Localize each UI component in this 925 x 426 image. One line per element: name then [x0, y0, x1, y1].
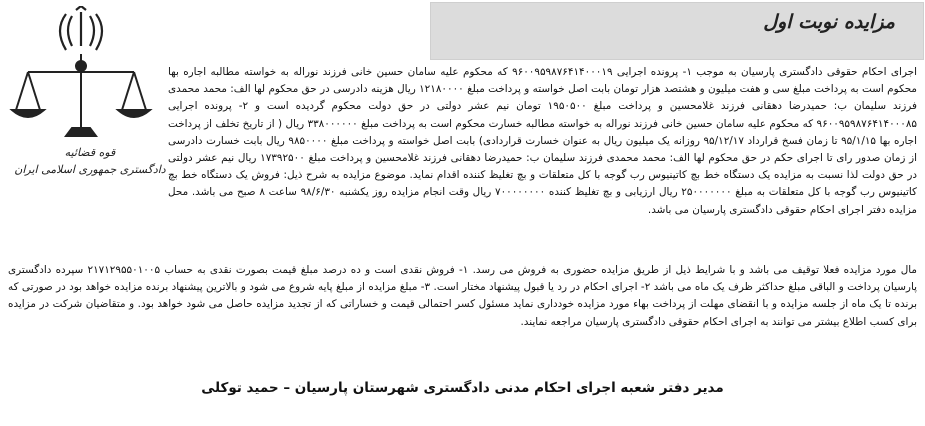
scales-of-justice-icon [6, 6, 156, 146]
notice-paragraph-1: اجرای احکام حقوقی دادگستری پارسیان به موجب ۱- پرونده اجرایی ۹۶۰۰۹۵۹۸۷۶۴۱۴۰۰۰۱۹ که محکوم علیه سامان حسین خانی فرزند نوراله به خواسته مطالبه اجاره بها محکوم است به پرداخت مبلغ سی و هفت میلیون و هشتصد هزار تومان بابت اصل خواسته و پرداخت مبلغ ۱۲۱۸۰۰۰۰ ریال هزینه دادرسی در حق محکوم لها الف: محمد محمدی فرزند سلیمان ب: حمیدرضا دهقانی فرزند غلامحسین و پرداخت مبلغ ۱۹۵۰۵۰۰ تومان نیم عشر دولتی در حق دولت محکوم گردیده است و ۲- پرونده اجرایی ۹۶۰۰۹۵۹۸۷۶۴۱۴۰۰۰۸۵ که محکوم علیه سامان حسین خانی فرزند نوراله به خواسته مطالبه خسارت محکوم است به پرداخت مبلغ ۳۳۸۰۰۰۰۰۰ ریال ( از تاریخ تخلف از پرداخت اجاره بها ۹۵/۱/۱۵ تا زمان فسخ قرارداد ۹۵/۱۲/۱۷ روزانه یک میلیون ریال به عنوان خسارت قراردادی) بابت اصل خواسته و پرداخت مبلغ ۹۸۵۰۰۰۰ ریال بابت خسارت دادرسی از زمان صدور رای تا اجرای حکم در حق محکوم لها الف: محمد محمدی فرزند سلیمان ب: حمیدرضا دهقانی فرزند غلامحسین و پرداخت مبلغ ۱۷۳۹۲۵۰۰ ریال نیم عشر دولتی در حق دولت لذا نسبت به مزایده یک دستگاه خط بچ کاتینیوس رب گوجه با کل متعلقات و بچ تغلیظ کننده اقدام نماید. موضوع مزایده به شرح ذیل: فروش یک دستگاه خط بچ کاتینیوس رب گوجه با کل متعلقات به مبلغ ۲۵۰۰۰۰۰۰۰ ریال ارزیابی و بچ تغلیظ کننده ۷۰۰۰۰۰۰۰۰ ریال وقت انجام مزایده روز یکشنبه ۹۸/۶/۳۰ ساعت ۸ صبح می باشد. محل مزایده دفتر اجرای احکام حقوقی دادگستری پارسیان می باشد. [168, 66, 917, 216]
emblem-caption [10, 144, 170, 178]
emblem-caption-line2: دادگستری جمهوری اسلامی ایران [14, 163, 166, 176]
iran-emblem-icon [60, 6, 102, 50]
signature-line: مدیر دفتر شعبه اجرای احکام مدنی دادگستری شهرستان پارسیان – حمید توکلی [201, 380, 724, 396]
judiciary-emblem [6, 6, 166, 176]
notice-title-banner [430, 2, 924, 60]
notice-paragraph-2: مال مورد مزایده فعلا توقیف می باشد و با شرایط ذیل از طریق مزایده حضوری به فروش می رسد. ۱- فروش نقدی است و ده درصد مبلغ قیمت بصورت نقدی به حساب ۲۱۷۱۲۹۵۵۰۱۰۰۵ سپرده دادگستری پارسیان پرداخت و الباقی مبلغ حداکثر ظرف یک ماه می باشد ۲- اجرای احکام در رد یا قبول پیشنهاد مختار است. ۳- مبلغ مزایده از مبلغ پایه شروع می شود و بالاترین پیشنهاد برنده مزایده خواهد بود در صورتی که برنده تا یک ماه از جلسه مزایده و با انقضای مهلت از پرداخت بهاء مورد مزایده خودداری نماید مسئول کسر احتمالی قیمت و خساراتی که از تجدید مزایده حاصل می شود خواهد بود. و متقاضیان شرکت در مزایده برای کسب اطلاع بیشتر می توانند به اجرای احکام حقوقی دادگستری پارسیان مراجعه نمایند. [8, 264, 917, 328]
notice-title: مزایده نوبت اول [763, 11, 895, 33]
emblem-caption-line1: قوه قضائیه [64, 146, 116, 159]
